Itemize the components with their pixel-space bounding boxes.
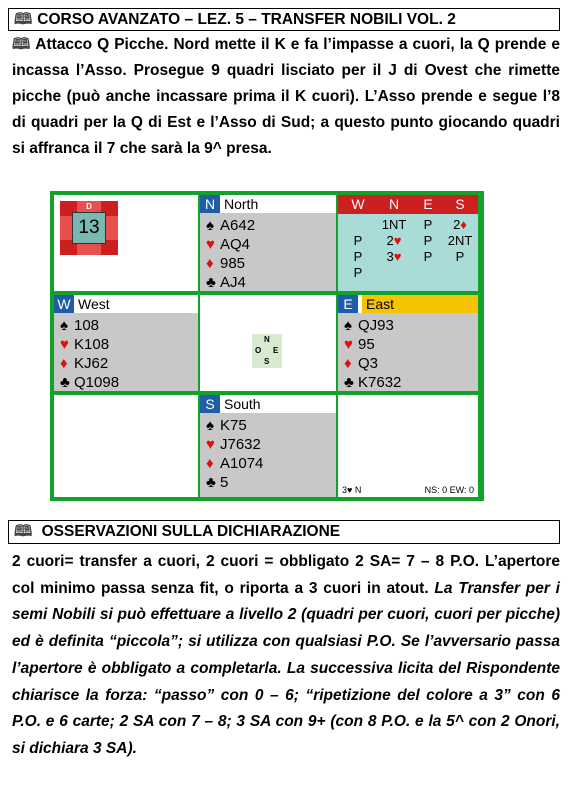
compass-s: S (264, 357, 270, 366)
bid-cell: P (455, 249, 465, 264)
east-hand (338, 295, 478, 391)
east-spades: QJ93 (358, 317, 394, 334)
south-clubs: 5 (220, 474, 229, 491)
south-name: South (224, 396, 261, 412)
observations-title-bar (8, 520, 560, 544)
bid-cell: 3♥ (386, 249, 402, 264)
book-icon: 🕮 (14, 523, 33, 540)
compass-e: E (273, 346, 279, 355)
west-hand (54, 295, 198, 391)
north-diamonds: 985 (220, 255, 246, 272)
compass-n: N (264, 335, 270, 344)
bid-cell: 1NT (381, 217, 407, 232)
club-icon: ♣ (344, 374, 354, 391)
west-clubs: Q1098 (74, 374, 120, 391)
bid-cell: P (423, 249, 433, 264)
bid-header-e: E (423, 196, 433, 212)
intro-text: Attacco Q Picche. Nord mette il K e fa l’impasse a cuori, la Q prende e incassa l’Asso. Prosegue 9 quadri lisciato per il J di Ovest che rimette picche (può anche incassare prima il K cuori). L’Asso prende e segue l’8 di quadri per la Q di Est e l’Asso di Sud; a questo punto giocando quadri si affranca il 7 che sarà la 9^ presa. (12, 36, 560, 157)
south-diamonds: A1074 (220, 455, 264, 472)
spade-icon: ♠ (344, 317, 352, 334)
bid-cell: P (353, 249, 363, 264)
bid-cell: P (423, 233, 433, 248)
diamond-icon: ♦ (206, 255, 214, 272)
north-seat: N (200, 195, 220, 213)
result-cell (338, 395, 478, 497)
board-number: 13 (72, 212, 106, 244)
north-hand (200, 195, 336, 291)
north-hearts: AQ4 (220, 236, 251, 253)
bid-cell: 2♦ (453, 217, 467, 232)
bid-cell: P (423, 217, 433, 232)
bridge-board (50, 191, 484, 501)
bid-cell: P (353, 265, 363, 280)
west-diamonds: KJ62 (74, 355, 109, 372)
east-diamonds: Q3 (358, 355, 379, 372)
compass (252, 334, 282, 368)
diamond-icon: ♦ (344, 355, 352, 372)
south-seat: S (200, 395, 220, 413)
lesson-title: CORSO AVANZATO – LEZ. 5 – TRANSFER NOBILI VOL. 2 (37, 11, 456, 28)
bid-cell: P (353, 233, 363, 248)
club-icon: ♣ (206, 474, 216, 491)
observations-text (12, 549, 560, 763)
spade-icon: ♠ (206, 217, 214, 234)
east-seat: E (338, 295, 358, 313)
west-name: West (78, 296, 110, 312)
spade-icon: ♠ (206, 417, 214, 434)
heart-icon: ♥ (344, 336, 353, 353)
south-spades: K75 (220, 417, 247, 434)
spade-icon: ♠ (60, 317, 68, 334)
dealer-cell (54, 195, 198, 291)
heart-icon: ♥ (206, 436, 215, 453)
heart-icon: ♥ (60, 336, 69, 353)
diamond-icon: ♦ (206, 455, 214, 472)
observations-title: OSSERVAZIONI SULLA DICHIARAZIONE (41, 523, 341, 540)
lesson-title-bar (8, 8, 560, 31)
lesson-intro (12, 32, 560, 162)
east-hearts: 95 (358, 336, 375, 353)
north-spades: A642 (220, 217, 256, 234)
dealer-badge (60, 201, 118, 255)
table-center (200, 295, 336, 391)
north-clubs: AJ4 (220, 274, 246, 291)
bid-header-n: N (388, 196, 400, 212)
south-hand (200, 395, 336, 497)
west-seat: W (54, 295, 74, 313)
contract: 3♥ N (342, 485, 362, 495)
bid-cell: 2♥ (386, 233, 402, 248)
east-name: East (362, 295, 478, 313)
bid-cell: 2NT (447, 233, 473, 248)
bid-header-w: W (351, 196, 365, 212)
empty-cell (54, 395, 198, 497)
heart-icon: ♥ (206, 236, 215, 253)
book-icon: 🕮 (14, 11, 33, 28)
club-icon: ♣ (206, 274, 216, 291)
notes-plain: 2 cuori= transfer a cuori, 2 cuori = obbligato 2 SA= 7 – 8 P.O. L’apertore col minimo passa senza fit, o riporta a 3 cuori in atout. (12, 553, 560, 597)
bidding-box (338, 195, 478, 291)
dealer-letter: D (86, 202, 92, 211)
bid-header-s: S (455, 196, 465, 212)
south-hearts: J7632 (220, 436, 261, 453)
west-spades: 108 (74, 317, 100, 334)
east-clubs: K7632 (358, 374, 402, 391)
score: NS: 0 EW: 0 (424, 485, 474, 495)
book-icon: 🕮 (12, 36, 31, 53)
compass-o: O (255, 346, 262, 355)
club-icon: ♣ (60, 374, 70, 391)
west-hearts: K108 (74, 336, 110, 353)
notes-italic: La Transfer per i semi Nobili si può effettuare a livello 2 (quadri per cuori, cuori per picche) ed è definita “piccola”; si utilizza con qualsiasi P.O. Se l’avversario passa l’apertore è obbligato a completarla. La successiva licita del Rispondente chiarisce la forza: “passo” con 0 – 6; “ripetizione del colore a 3” con 6 P.O. e 6 carte; 2 SA con 7 – 8; 3 SA con 9+ (con 8 P.O. e la 5^ con 2 Onori, si dichiara 3 SA). (12, 579, 560, 757)
diamond-icon: ♦ (60, 355, 68, 372)
north-name: North (224, 196, 259, 212)
